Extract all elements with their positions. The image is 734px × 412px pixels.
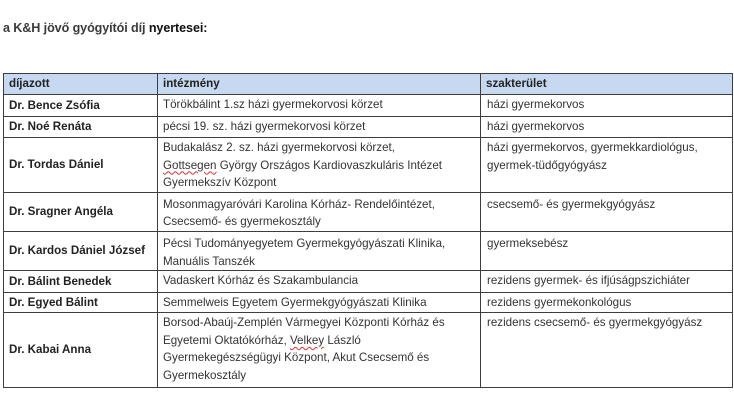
- awardee-name-cell: Dr. Tordas Dániel: [4, 138, 158, 193]
- table-row: [4, 293, 733, 313]
- spellcheck-flagged-word: Velkey: [289, 333, 325, 347]
- specialty-line: rezidens gyermekonkológus: [487, 296, 632, 310]
- table-row: [4, 231, 733, 270]
- institution-line: Semmelweis Egyetem Gyermekgyógyászati Klinika: [163, 296, 427, 310]
- table-row: [4, 192, 733, 231]
- institution-line: pécsi 19. sz. házi gyermekorvosi körzet: [163, 120, 366, 133]
- line-segment: Egyetemi Oktatókórház,: [163, 333, 290, 347]
- institution-cell: [158, 95, 481, 117]
- header-awardee: díjazott: [4, 74, 158, 95]
- line-segment: László: [324, 333, 361, 347]
- institution-cell: [158, 231, 481, 270]
- institution-cell: [158, 117, 481, 138]
- title-prefix: a K&H jövő gyógyítói díj: [3, 21, 146, 35]
- specialty-cell: [481, 231, 733, 270]
- header-institution: intézmény: [158, 74, 481, 95]
- specialty-cell: [481, 95, 733, 117]
- title-emphasis: nyertesei:: [148, 21, 208, 35]
- institution-line: Gyermekszív Központ: [163, 176, 277, 190]
- line-segment: György Országos Kardiovaszkuláris Intézet: [216, 158, 443, 172]
- institution-line: [163, 332, 475, 350]
- institution-cell: [158, 138, 481, 193]
- institution-line: Vadaskert Kórház és Szakambulancia: [163, 274, 359, 288]
- table-body: [4, 95, 733, 388]
- specialty-cell: [481, 313, 733, 388]
- institution-cell: [158, 192, 481, 231]
- institution-line: Mosonmagyaróvári Karolina Kórház- Rendelőintézet,: [163, 197, 435, 211]
- table-row: [4, 138, 733, 193]
- institution-line: Budakalász 2. sz. házi gyermekorvosi körzet,: [163, 141, 395, 154]
- table-row: [4, 95, 733, 117]
- specialty-line: csecsemő- és gyermekgyógyász: [487, 197, 656, 211]
- specialty-cell: [481, 192, 733, 231]
- institution-line: Borsod-Abaúj-Zemplén Vármegyei Központi Kórház és: [163, 316, 445, 330]
- awardee-name-cell: Dr. Sragner Angéla: [4, 192, 158, 231]
- header-row: [4, 74, 733, 95]
- specialty-line: rezidens csecsemő- és gyermekgyógyász: [487, 316, 703, 330]
- institution-cell: [158, 293, 481, 313]
- institution-cell: [158, 271, 481, 293]
- institution-line: Manuális Tanszék: [163, 254, 255, 268]
- table-row: [4, 271, 733, 293]
- specialty-line: házi gyermekorvos: [487, 120, 585, 133]
- specialty-line: gyermeksebész: [487, 236, 569, 250]
- table-header: [4, 74, 733, 95]
- institution-line: [163, 157, 475, 175]
- winners-table: [3, 73, 733, 388]
- header-specialty: szakterület: [481, 74, 733, 95]
- table-row: [4, 313, 733, 388]
- awardee-name-cell: Dr. Egyed Bálint: [4, 293, 158, 313]
- awardee-name-cell: Dr. Bence Zsófia: [4, 95, 158, 117]
- institution-line: Gyermekegészségügyi Központ, Akut Csecsemő és: [163, 351, 430, 365]
- page-title: [3, 21, 207, 35]
- institution-line: Gyermekosztály: [163, 368, 247, 382]
- awardee-name-cell: Dr. Kabai Anna: [4, 313, 158, 388]
- specialty-cell: [481, 138, 733, 193]
- specialty-line: házi gyermekorvos, gyermekkardiológus,: [487, 141, 698, 154]
- specialty-cell: [481, 271, 733, 293]
- specialty-cell: [481, 117, 733, 138]
- specialty-line: rezidens gyermek- és ifjúságpszichiáter: [487, 274, 690, 288]
- specialty-cell: [481, 293, 733, 313]
- institution-line: Törökbálint 1.sz házi gyermekorvosi körzet: [163, 98, 383, 111]
- specialty-line: gyermek-tüdőgyógyász: [487, 158, 607, 172]
- institution-line: Csecsemő- és gyermekosztály: [163, 215, 321, 229]
- institution-line: Pécsi Tudományegyetem Gyermekgyógyászati Klinika,: [163, 236, 446, 250]
- awardee-name-cell: Dr. Bálint Benedek: [4, 271, 158, 293]
- spellcheck-flagged-word: Gottsegen: [163, 158, 217, 172]
- specialty-line: házi gyermekorvos: [487, 98, 585, 111]
- awardee-name-cell: Dr. Noé Renáta: [4, 117, 158, 138]
- table-row: [4, 117, 733, 138]
- awardee-name-cell: Dr. Kardos Dániel József: [4, 231, 158, 270]
- institution-cell: [158, 313, 481, 388]
